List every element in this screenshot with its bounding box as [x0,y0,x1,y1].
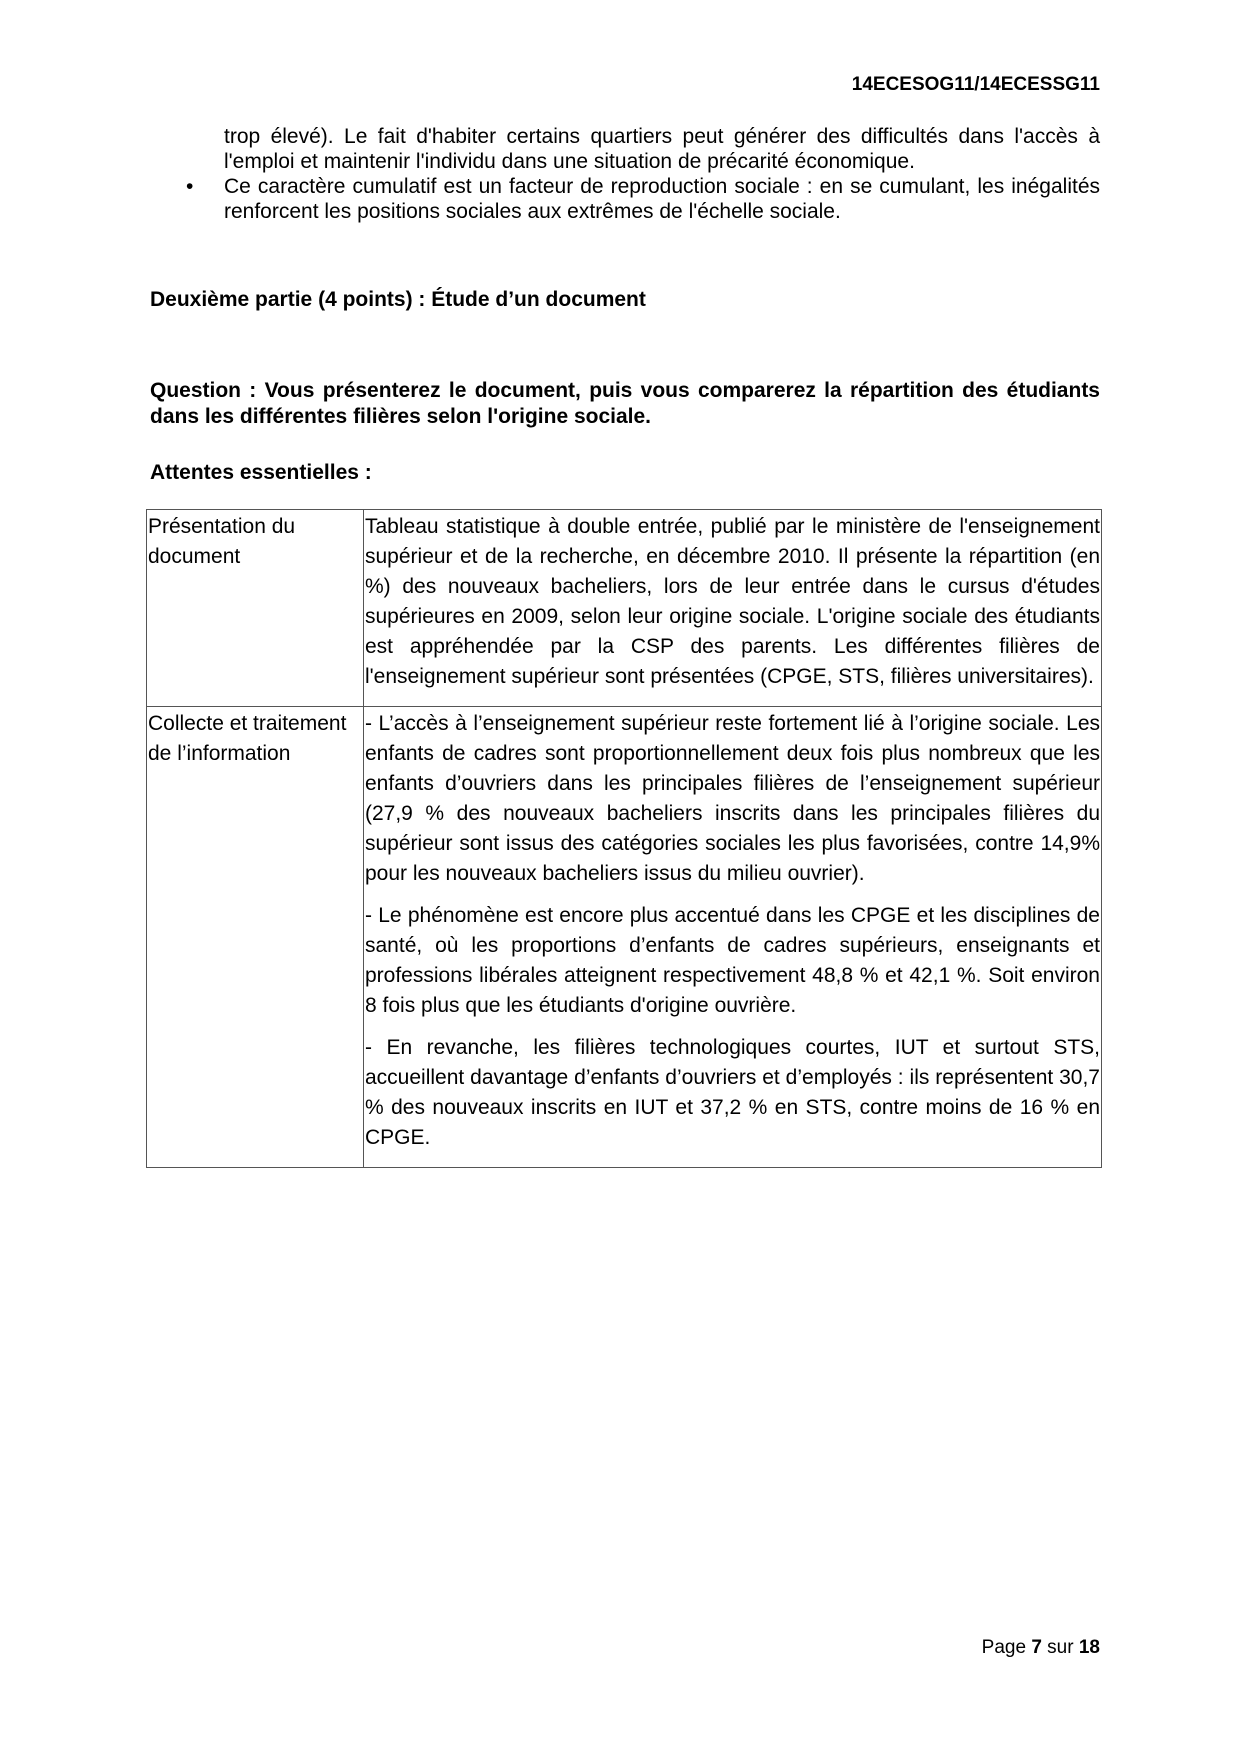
current-page: 7 [1031,1637,1042,1658]
page-word: Page [981,1637,1027,1658]
part-title: Deuxième partie (4 points) : Étude d’un document [150,288,646,311]
row-label: Présentation du document [147,510,364,707]
total-pages: 18 [1078,1637,1100,1658]
row-label: Collecte et traitement de l’information [147,707,364,1168]
row-paragraph: - En revanche, les filières technologiques courtes, IUT et surtout STS, accueillent davantage d’enfants d’ouvriers et d’employés : ils représentent 30,7 % des nouveaux inscrits en IUT et 37,2 % en STS, contre moins de 16 % en CPGE. [365,1036,1100,1149]
row-paragraph: - L’accès à l’enseignement supérieur reste fortement lié à l’origine sociale. Les enfants de cadres sont proportionnellement deux fois plus nombreux que les enfants d’ouvriers dans les principales filières de l’enseignement supérieur (27,9 % des nouveaux bacheliers inscrits dans les principales filières du supérieur sont issus des catégories sociales les plus favorisées, contre 14,9% pour les nouveaux bacheliers issus du milieu ouvrier). [365,712,1100,885]
list-item-text: Ce caractère cumulatif est un facteur de reproduction sociale : en se cumulant, les inégalités renforcent les positions sociales aux extrêmes de l'échelle sociale. [224,175,1100,223]
attentes-heading: Attentes essentielles : [150,461,372,484]
document-code: 14ECESOG11/14ECESSG11 [851,74,1100,95]
page-number [982,1637,1100,1659]
row-paragraph: Tableau statistique à double entrée, publié par le ministère de l'enseignement supérieur et de la recherche, en décembre 2010. Il présente la répartition (en %) des nouveaux bacheliers, lors de leur entrée dans le cursus d'études supérieures en 2009, selon leur origine sociale. L'origine sociale des étudiants est appréhendée par la CSP des parents. Les différentes filières de l'enseignement supérieur sont présentées (CPGE, STS, filières universitaires). [365,515,1100,688]
row-content [364,510,1102,707]
intro-section [150,124,1100,224]
table-row [147,510,1102,707]
intro-continuation: trop élevé). Le fait d'habiter certains quartiers peut générer des difficultés dans l'accès à l'emploi et maintenir l'individu dans une situation de précarité économique. [224,125,1100,173]
table-row [147,707,1102,1168]
expectations-table [146,509,1102,1168]
bullet-icon: • [186,175,194,198]
row-content [364,707,1102,1168]
question-text: Question : Vous présenterez le document, puis vous comparerez la répartition des étudiants dans les différentes filières selon l'origine sociale. [150,379,1100,428]
list-item [150,174,1100,224]
of-word: sur [1047,1637,1074,1658]
row-paragraph: - Le phénomène est encore plus accentué dans les CPGE et les disciplines de santé, où les proportions d’enfants de cadres supérieurs, enseignants et professions libérales atteignent respectivement 48,8 % et 42,1 %. Soit environ 8 fois plus que les étudiants d'origine ouvrière. [365,904,1100,1017]
